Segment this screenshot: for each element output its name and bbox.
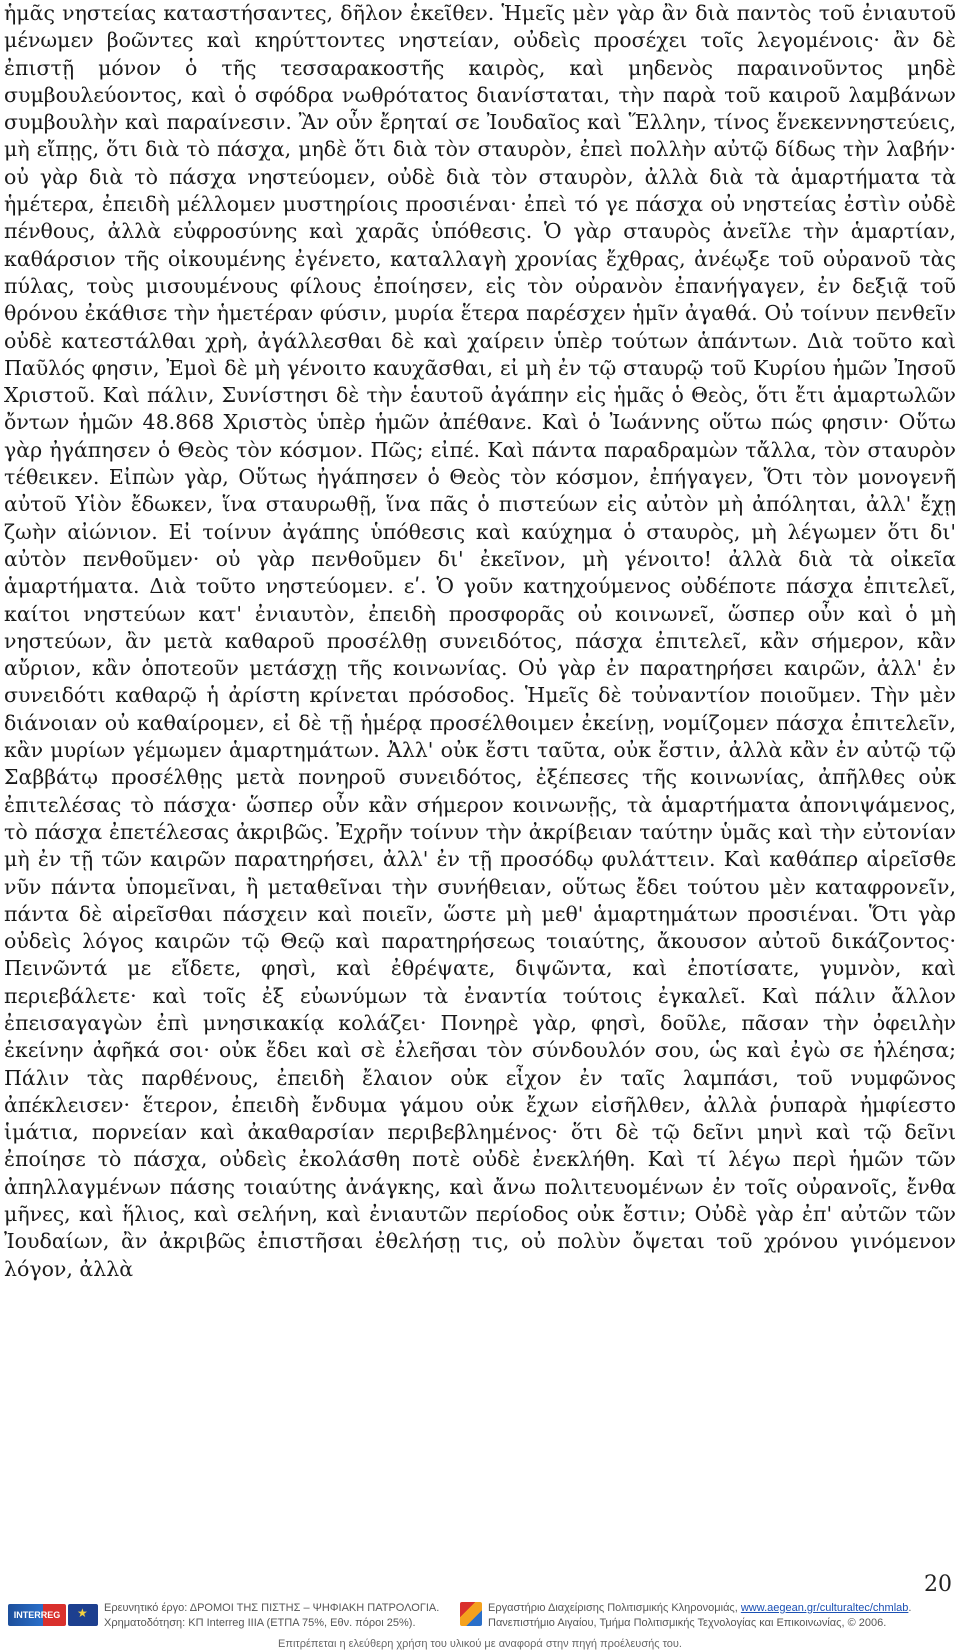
footer-lab-line: [488, 1602, 911, 1614]
footer-lab-link[interactable]: www.aegean.gr/culturaltec/chmlab: [740, 1602, 909, 1614]
main-paragraph: ἡμᾶς νηστείας καταστήσαντες, δῆλον ἐκεῖθεν. Ἡμεῖς μὲν γὰρ ἂν διὰ παντὸς τοῦ ἐνιαυτοῦ μένωμεν βοῶντες καὶ κηρύττοντες νηστείαν, οὐδεὶς προσέχει τοῖς λεγομένοις· ἂν δὲ ἐπιστῇ μόνον ὁ τῆς τεσσαρακοστῆς καιρὸς, καὶ μηδενὸς παραινοῦντος μηδὲ συμβουλεύοντος, καὶ ὁ σφόδρα νωθρότατος διανίσταται, τὴν παρὰ τοῦ καιροῦ λαμβάνων συμβουλὴν καὶ παραίνεσιν. Ἂν οὖν ἔρηταί σε Ἰουδαῖος καὶ Ἕλλην, τίνος ἕνεκεννηστεύεις, μὴ εἴπῃς, ὅτι διὰ τὸ πάσχα, μηδὲ ὅτι διὰ τὸν σταυρὸν, ἐπεὶ πολλὴν αὐτῷ δίδως τὴν λαβήν· οὐ γὰρ διὰ τὸ πάσχα νηστεύομεν, οὐδὲ διὰ τὸν σταυρὸν, ἀλλὰ διὰ τὰ ἁμαρτήματα τὰ ἡμέτερα, ἐπειδὴ μέλλομεν μυστηρίοις προσιέναι· ἐπεὶ τό γε πάσχα οὐ νηστείας ἐστὶν οὐδὲ πένθους, ἀλλὰ εὐφροσύνης καὶ χαρᾶς ὑπόθεσις. Ὁ γὰρ σταυρὸς ἀνεῖλε τὴν ἁμαρτίαν, καθάρσιον τῆς οἰκουμένης ἐγένετο, καταλλαγὴ χρονίας ἔχθρας, ἀνέῳξε τοῦ οὐρανοῦ τὰς πύλας, τοὺς μισουμένους φίλους ἐποίησεν, εἰς τὸν οὐρανὸν ἐπανήγαγεν, ἐν δεξιᾷ τοῦ θρόνου ἐκάθισε τὴν ἡμετέραν φύσιν, μυρία ἕτερα παρέσχεν ἡμῖν ἀγαθά. Οὐ τοίνυν πενθεῖν οὐδὲ κατεστάλθαι χρὴ, ἀγάλλεσθαι δὲ καὶ χαίρειν ὑπὲρ τούτων ἁπάντων. Διὰ τοῦτο καὶ Παῦλός φησιν, Ἐμοὶ δὲ μὴ γένοιτο καυχᾶσθαι, εἰ μὴ ἐν τῷ σταυρῷ τοῦ Κυρίου ἡμῶν Ἰησοῦ Χριστοῦ. Καὶ πάλιν, Συνίστησι δὲ τὴν ἑαυτοῦ ἀγάπην εἰς ἡμᾶς ὁ Θεὸς, ὅτι ἔτι ἁμαρτωλῶν ὄντων ἡμῶν 48.868 Χριστὸς ὑπὲρ ἡμῶν ἀπέθανε. Καὶ ὁ Ἰωάννης οὕτω πώς φησιν· Οὕτω γὰρ ἠγάπησεν ὁ Θεὸς τὸν κόσμον. Πῶς; εἰπέ. Καὶ πάντα παραδραμὼν τἄλλα, τὸν σταυρὸν τέθεικεν. Εἰπὼν γὰρ, Οὕτως ἠγάπησεν ὁ Θεὸς τὸν κόσμον, ἐπήγαγεν, Ὅτι τὸν μονογενῆ αὐτοῦ Υἱὸν ἔδωκεν, ἵνα σταυρωθῇ, ἵνα πᾶς ὁ πιστεύων εἰς αὐτὸν μὴ ἀπόληται, ἀλλ' ἔχῃ ζωὴν αἰώνιον. Εἰ τοίνυν ἀγάπης ὑπόθεσις καὶ καύχημα ὁ σταυρὸς, μὴ λέγωμεν ὅτι δι' αὐτὸν πενθοῦμεν· οὐ γὰρ πενθοῦμεν δι' ἐκεῖνον, μὴ γένοιτο! ἀλλὰ διὰ τὰ οἰκεῖα ἁμαρτήματα. Διὰ τοῦτο νηστεύομεν. εʹ. Ὁ γοῦν κατηχούμενος οὐδέποτε πάσχα ἐπιτελεῖ, καίτοι νηστεύων κατ' ἐνιαυτὸν, ἐπειδὴ προσφορᾶς οὐ κοινωνεῖ, ὥσπερ οὖν καὶ ὁ μὴ νηστεύων, ἂν μετὰ καθαροῦ προσέλθῃ συνειδότος, πάσχα ἐπιτελεῖ, κἂν σήμερον, κἂν αὔριον, κἂν ὁποτεοῦν μετάσχῃ τῆς κοινωνίας. Οὐ γὰρ ἐν παρατηρήσει καιρῶν, ἀλλ' ἐν συνειδότι καθαρῷ ἡ ἀρίστη κρίνεται πρόσοδος. Ἡμεῖς δὲ τοὐναντίον ποιοῦμεν. Τὴν μὲν διάνοιαν οὐ καθαίρομεν, εἰ δὲ τῇ ἡμέρᾳ προσέλθοιμεν ἐκείνῃ, νομίζομεν πάσχα ἐπιτελεῖν, κἂν μυρίων γέμωμεν ἁμαρτημάτων. Ἀλλ' οὐκ ἔστι ταῦτα, οὐκ ἔστιν, ἀλλὰ κἂν ἐν αὐτῷ τῷ Σαββάτῳ προσέλθῃς μετὰ πονηροῦ συνειδότος, ἐξέπεσες τῆς κοινωνίας, ἀπῆλθες οὐκ ἐπιτελέσας τὸ πάσχα· ὥσπερ οὖν κἂν σήμερον κοινωνῇς, τὰ ἁμαρτήματα ἀπονιψάμενος, τὸ πάσχα ἐπετέλεσας ἀκριβῶς. Ἐχρῆν τοίνυν τὴν ἀκρίβειαν ταύτην ὑμᾶς καὶ τὴν εὐτονίαν μὴ ἐν τῇ τῶν καιρῶν παρατηρήσει, ἀλλ' ἐν τῇ προσόδῳ φυλάττειν. Καὶ καθάπερ αἱρεῖσθε νῦν πάντα ὑπομεῖναι, ἢ μεταθεῖναι τὴν συνήθειαν, οὕτως ἔδει τούτου μὲν καταφρονεῖν, πάντα δὲ αἱρεῖσθαι πάσχειν καὶ ποιεῖν, ὥστε μὴ μεθ' ἁμαρτημάτων προσιέναι. Ὅτι γὰρ οὐδεὶς λόγος καιρῶν τῷ Θεῷ καὶ παρατηρήσεως τοιαύτης, ἄκουσον αὐτοῦ δικάζοντος· Πεινῶντά με εἴδετε, φησὶ, καὶ ἐθρέψατε, διψῶντα, καὶ ἐποτίσατε, γυμνὸν, καὶ περιεβάλετε· καὶ τοῖς ἐξ εὐωνύμων τὰ ἐναντία τούτοις ἐγκαλεῖ. Καὶ πάλιν ἄλλον ἐπεισαγαγὼν ἐπὶ μνησικακίᾳ κολάζει· Πονηρὲ γὰρ, φησὶ, δοῦλε, πᾶσαν τὴν ὀφειλὴν ἐκείνην ἀφῆκά σοι· οὐκ ἔδει καὶ σὲ ἐλεῆσαι τὸν σύνδουλόν σου, ὡς καὶ ἐγὼ σε ἠλέησα; Πάλιν τὰς παρθένους, ἐπειδὴ ἔλαιον οὐκ εἶχον ἐν ταῖς λαμπάσι, τοῦ νυμφῶνος ἀπέκλεισεν· ἕτερον, ἐπειδὴ ἔνδυμα γάμου οὐκ ἔχων εἰσῆλθεν, ἀλλὰ ῥυπαρὰ ἠμφίεστο ἱμάτια, πορνείαν καὶ ἀκαθαρσίαν περιβεβλημένος· ὅτι δὲ τῷ δεῖνι μηνὶ καὶ τῷ δεῖνι ἐποίησε τὸ πάσχα, οὐδεὶς ἐκολάσθη ποτὲ οὐδὲ ἐνεκλήθη. Καὶ τί λέγω περὶ ἡμῶν τῶν ἀπηλλαγμένων πάσης τοιαύτης ἀνάγκης, καὶ ἄνω πολιτευομένων ἐν τοῖς οὐρανοῖς, ἔνθα μῆνες, καὶ ἥλιος, καὶ σελήνη, καὶ ἐνιαυτῶν περίοδος οὐκ ἔστιν; Οὐδὲ γὰρ ἐπ' αὐτῶν τῶν Ἰουδαίων, ἂν ἀκριβῶς ἐπιστῆσαι ἐθελήσῃ τις, οὐ πολὺν ὄψεται τοῦ χρόνου γινόμενον λόγον, ἀλλὰ: [4, 1, 956, 1281]
eu-flag-icon: [68, 1604, 98, 1626]
footer-lab-name: Εργαστήριο Διαχείρισης Πολιτισμικής Κληρονομιάς,: [488, 1602, 741, 1614]
footer-lab-period: .: [908, 1602, 912, 1614]
footer-project-line: Ερευνητικό έργο: ΔΡΟΜΟΙ ΤΗΣ ΠΙΣΤΗΣ – ΨΗΦΙΑΚΗ ΠΑΤΡΟΛΟΓΙΑ.: [104, 1602, 440, 1614]
lab-logo-icon: [460, 1602, 482, 1626]
page-number: 20: [924, 1572, 952, 1597]
footer-left: [8, 1598, 448, 1634]
body-text: [4, 0, 956, 1283]
interreg-logo: INTERREG: [8, 1604, 66, 1626]
footer-university-line: Πανεπιστήμιο Αιγαίου, Τμήμα Πολιτισμικής Τεχνολογίας και Επικοινωνίας, © 2006.: [488, 1617, 887, 1629]
footer-funding-line: Χρηματοδότηση: ΚΠ Interreg IIIA (ΕΤΠΑ 75%, Εθν. πόροι 25%).: [104, 1617, 416, 1629]
footer-license-line: Επιτρέπεται η ελεύθερη χρήση του υλικού με αναφορά στην πηγή προέλευσής του.: [278, 1638, 682, 1650]
page-footer: [0, 1596, 960, 1651]
footer-right: [460, 1598, 955, 1634]
